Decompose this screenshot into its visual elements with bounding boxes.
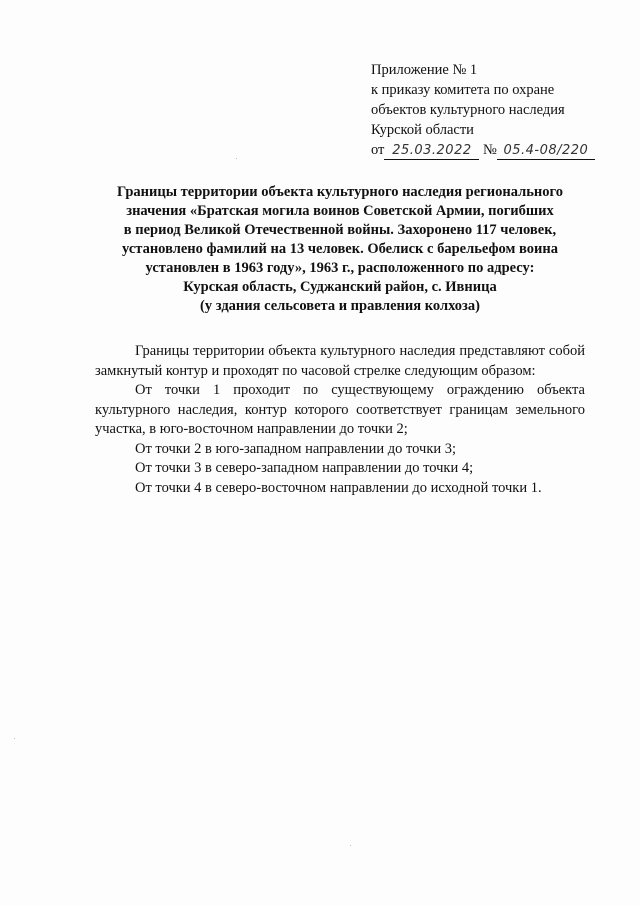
number-prefix: № — [483, 142, 497, 158]
appendix-order-ref: к приказу комитета по охране — [371, 82, 555, 98]
date-prefix: от — [371, 142, 385, 158]
paragraph-point-1: От точки 1 проходит по существующему ограждению объекта культурного наследия, контур которого соответствует границам земельного участка, в юго-восточном направлении до точки 2; — [95, 382, 585, 437]
title-line: значения «Братская могила воинов Советской Армии, погибших — [126, 203, 554, 219]
paragraph-point-4: От точки 4 в северо-восточном направлении до исходной точки 1. — [135, 479, 542, 496]
appendix-committee: объектов культурного наследия — [371, 102, 565, 118]
order-date-handwritten: 25.03.2022 — [392, 143, 472, 158]
document-title — [95, 183, 585, 316]
scan-speck — [350, 845, 351, 846]
appendix-region: Курской области — [371, 122, 474, 138]
title-line: (у здания сельсовета и правления колхоза) — [200, 298, 480, 314]
order-date-field — [384, 142, 479, 160]
scan-speck — [236, 158, 237, 159]
order-number-field — [497, 142, 595, 160]
document-body — [95, 342, 585, 498]
order-date-number-line — [371, 140, 621, 160]
paragraph-intro: Границы территории объекта культурного наследия представляют собой замкнутый контур и проходят по часовой стрелке следующим образом: — [95, 343, 585, 379]
title-line: в период Великой Отечественной войны. Захоронено 117 человек, — [123, 222, 557, 238]
title-line: Границы территории объекта культурного наследия регионального — [117, 184, 563, 200]
paragraph-point-3: От точки 3 в северо-западном направлении до точки 4; — [135, 460, 474, 476]
order-number-handwritten: 05.4-08/220 — [503, 143, 589, 158]
title-line: Курская область, Суджанский район, с. Ивница — [183, 279, 497, 295]
title-line: установлено фамилий на 13 человек. Обелиск с барельефом воина — [122, 241, 558, 257]
appendix-header — [371, 60, 621, 160]
appendix-number: Приложение № 1 — [371, 62, 478, 78]
title-line: установлен в 1963 году», 1963 г., расположенного по адресу: — [145, 260, 535, 276]
scan-speck — [14, 738, 15, 739]
paragraph-point-2: От точки 2 в юго-западном направлении до точки 3; — [135, 440, 457, 457]
